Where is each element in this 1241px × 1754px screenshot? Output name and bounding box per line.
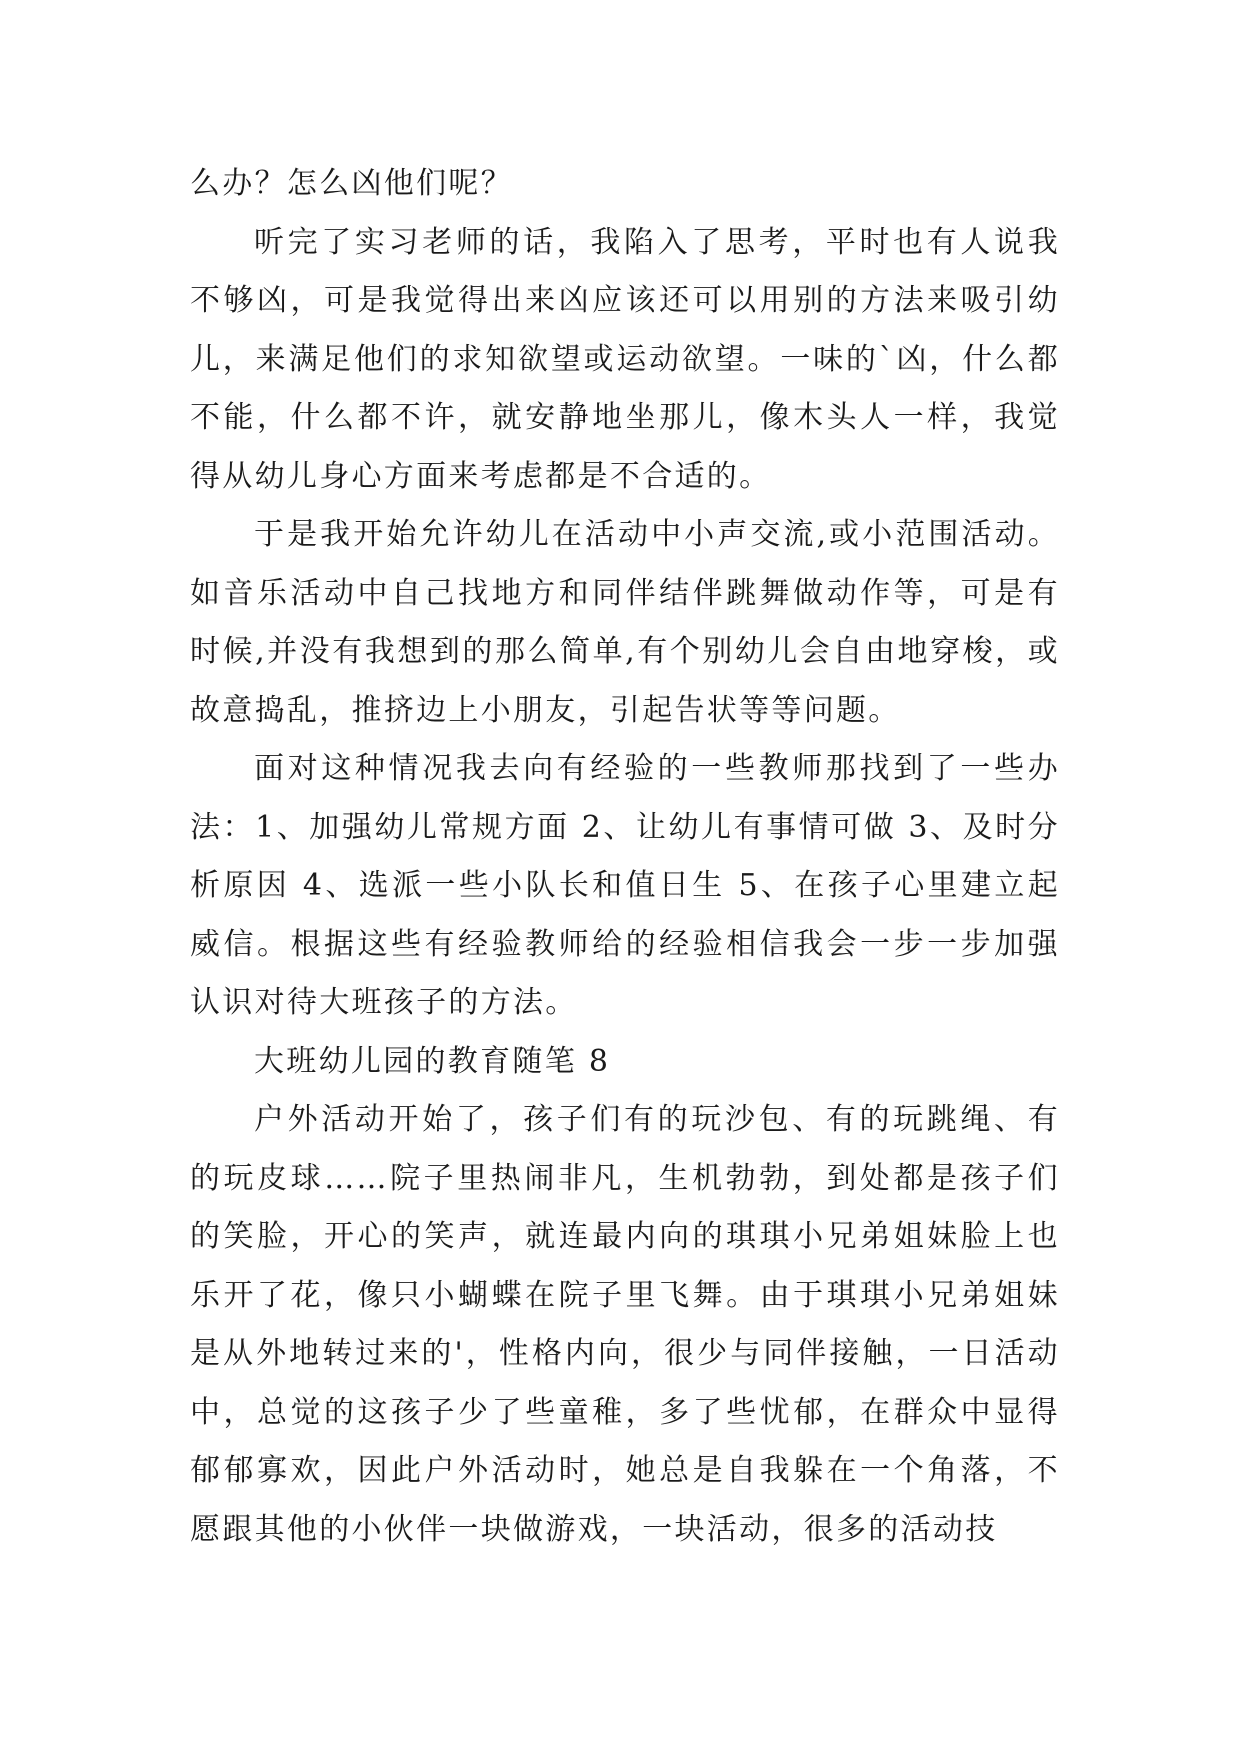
paragraph-continuation: 么办？怎么凶他们呢？ [190,166,513,201]
paragraph-allow-communication: 于是我开始允许幼儿在活动中小声交流,或小范围活动。如音乐活动中自己找地方和同伴结伴跳舞做动作等，可是有时候,并没有我想到的那么简单,有个别幼儿会自由地穿梭，或故意捣乱，推挤边上小朋友，引起告状等等问题。 [190,517,1060,728]
paragraph-reflection: 听完了实习老师的话，我陷入了思考，平时也有人说我不够凶，可是我觉得出来凶应该还可以用别的方法来吸引幼儿，来满足他们的求知欲望或运动欲望。一味的`凶，什么都不能，什么都不许，就安静地坐那儿，像木头人一样，我觉得从幼儿身心方面来考虑都是不合适的。 [190,224,1060,494]
section-heading: 大班幼儿园的教育随笔 8 [254,1043,611,1079]
paragraph-methods: 面对这种情况我去向有经验的一些教师那找到了一些办法：1、加强幼儿常规方面 2、让幼儿有事情可做 3、及时分析原因 4、选派一些小队长和值日生 5、在孩子心里建立起威信。根据这些有经验教师给的经验相信我会一步一步加强认识对待大班孩子的方法。 [190,751,1060,1020]
document-body [190,155,1060,1559]
paragraph-outdoor-activity: 户外活动开始了，孩子们有的玩沙包、有的玩跳绳、有的玩皮球……院子里热闹非凡，生机勃勃，到处都是孩子们的笑脸，开心的笑声，就连最内向的琪琪小兄弟姐妹脸上也乐开了花，像只小蝴蝶在院子里飞舞。由于琪琪小兄弟姐妹是从外地转过来的'，性格内向，很少与同伴接触，一日活动中，总觉的这孩子少了些童稚，多了些忧郁，在群众中显得郁郁寡欢，因此户外活动时，她总是自我躲在一个角落，不愿跟其他的小伙伴一块做游戏，一块活动，很多的活动技 [190,1102,1060,1547]
